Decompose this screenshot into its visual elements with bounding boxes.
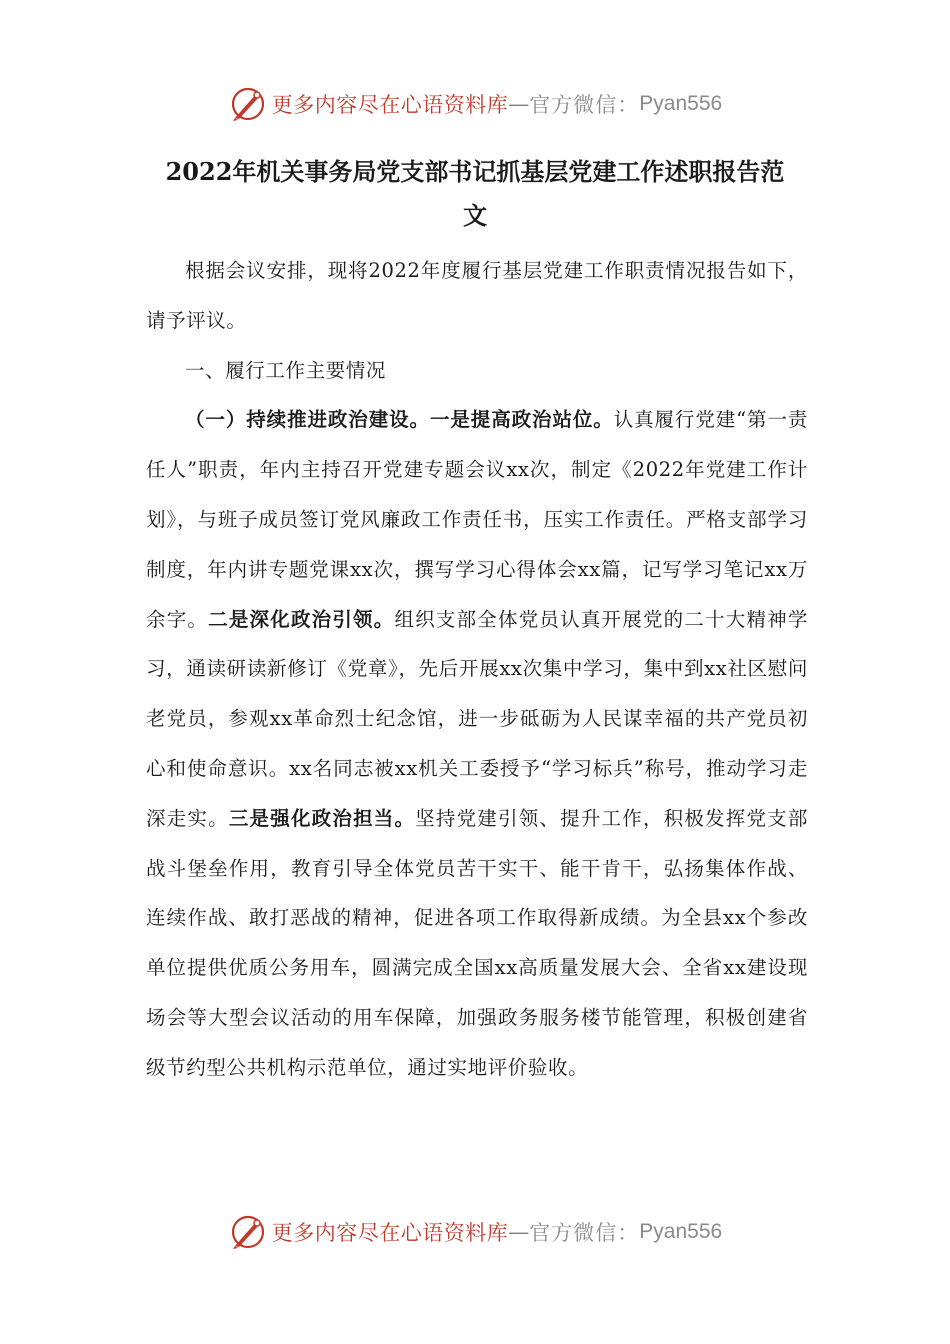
document-title	[120, 150, 830, 238]
title-line-1: 2022年机关事务局党支部书记抓基层党建工作述职报告范	[165, 157, 785, 186]
footer-banner	[0, 1210, 950, 1254]
paragraph-lead-bold: （一）持续推进政治建设。一是提高政治站位。	[185, 408, 614, 432]
paragraph-bold-2: 二是深化政治引领。	[208, 607, 395, 631]
banner-dash: —	[508, 1220, 530, 1244]
section-heading: 一、履行工作主要情况	[185, 358, 387, 382]
banner-red-text: 更多内容尽在心语资料库	[271, 1221, 509, 1245]
banner-wechat-label: 官方微信：	[529, 93, 640, 117]
paragraph-political-building	[146, 395, 808, 1092]
paragraph-text-2: 组织支部全体党员认真开展党的二十大精神学习，通读研读新修订《党章》，先后开展xx次集中学习，集中到xx社区慰问老党员，参观xx革命烈士纪念馆，进一步砥砺为人民谋幸福的共产党员初心和使命意识。xx名同志被xx机关工委授予“学习标兵”称号，推动学习走深走实。	[146, 607, 808, 830]
paragraph-text-3: 坚持党建引领、提升工作，积极发挥党支部战斗堡垒作用，教育引导全体党员苦干实干、能干肯干，弘扬集体作战、连续作战、敢打恶战的精神，促进各项工作取得新成绩。为全县xx个参改单位提供优质公务用车，圆满完成全国xx高质量发展大会、全省xx建设现场会等大型会议活动的用车保障，加强政务服务楼节能管理，积极创建省级节约型公共机构示范单位，通过实地评价验收。	[146, 806, 808, 1079]
banner-wechat-label: 官方微信：	[529, 1221, 640, 1245]
banner-dash: —	[508, 92, 530, 116]
banner-wechat-id: Pyan556	[639, 1220, 723, 1243]
pen-logo-icon	[228, 1212, 268, 1252]
header-banner	[0, 82, 950, 126]
title-line-2: 文	[463, 201, 487, 230]
pen-logo-icon	[228, 84, 268, 124]
paragraph-text-1: 认真履行党建“第一责任人”职责，年内主持召开党建专题会议xx次，制定《2022年党建工作计划》，与班子成员签订党风廉政工作责任书，压实工作责任。严格支部学习制度，年内讲专题党课xx次，撰写学习心得体会xx篇，记写学习笔记xx万余字。	[146, 408, 808, 631]
paragraph-bold-3: 三是强化政治担当。	[228, 806, 416, 830]
banner-wechat-id: Pyan556	[639, 92, 723, 115]
banner-red-text: 更多内容尽在心语资料库	[271, 93, 509, 117]
document-body	[146, 246, 808, 1093]
intro-paragraph: 根据会议安排，现将2022年度履行基层党建工作职责情况报告如下，请予评议。	[146, 259, 808, 332]
